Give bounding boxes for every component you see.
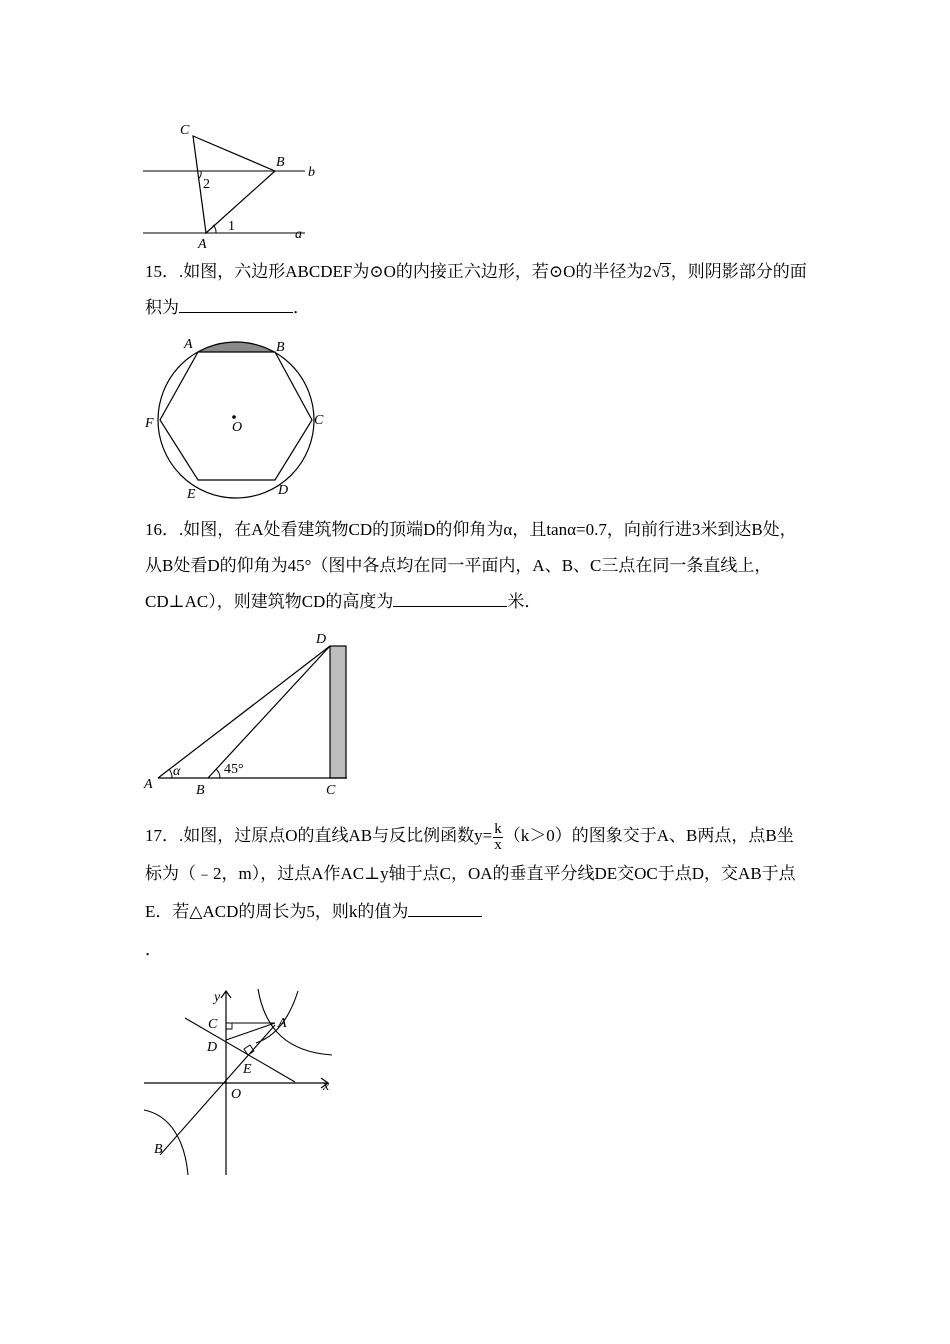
line-ab	[160, 1025, 275, 1155]
label-point-d: D	[316, 632, 327, 647]
fraction-denominator: x	[494, 836, 502, 853]
label-hex-f: F	[145, 416, 154, 431]
question-16-text-b: 米．	[507, 592, 542, 611]
sight-line-bd	[208, 646, 330, 778]
label-point-a: A	[144, 777, 153, 792]
coordinate-hyperbola-figure	[140, 985, 340, 1180]
question-17-text-c: ．	[145, 940, 162, 959]
question-17	[145, 817, 810, 969]
label-45-degrees: 45°	[224, 762, 244, 777]
label-hex-a: A	[184, 337, 193, 352]
question-17-number: 17．	[145, 826, 179, 845]
question-15-number: 15．	[145, 262, 179, 281]
label-point-b17: B	[154, 1142, 163, 1157]
label-alpha: α	[173, 764, 181, 779]
label-axis-y: y	[214, 990, 221, 1005]
label-line-b: b	[308, 165, 315, 180]
question-16-number: 16．	[145, 520, 179, 539]
label-hex-d: D	[278, 483, 289, 498]
angle-alpha-arc	[169, 769, 172, 778]
answer-blank-17[interactable]	[408, 900, 482, 917]
label-hex-c: C	[314, 413, 324, 428]
question-15-text-c: ．	[293, 298, 310, 317]
question-15	[145, 254, 810, 326]
label-angle-1: 1	[228, 219, 235, 234]
angle-45-arc	[216, 769, 220, 778]
answer-blank-15[interactable]	[179, 296, 293, 313]
label-b-point: B	[276, 155, 285, 170]
label-line-a: a	[295, 227, 302, 242]
fraction-k-over-x	[493, 822, 503, 853]
label-angle-2: 2	[203, 177, 210, 192]
hyperbola-branch-3	[144, 1110, 188, 1175]
question-16	[145, 512, 810, 620]
sqrt-symbol: √	[651, 262, 662, 281]
label-hex-o: O	[232, 420, 243, 435]
question-15-text-a: .如图，六边形ABCDEF为⊙O的内接正六边形，若⊙O的半径为2	[179, 262, 652, 281]
parallel-lines-triangle-figure	[140, 118, 340, 253]
label-point-c: C	[326, 783, 336, 798]
right-angle-mark-c	[226, 1023, 232, 1029]
label-point-e17: E	[243, 1062, 252, 1077]
center-point	[232, 415, 236, 419]
question-17-text-a: .如图，过原点O的直线AB与反比例函数y=	[179, 826, 493, 845]
building-cd	[330, 646, 346, 778]
label-point-c17: C	[208, 1017, 218, 1032]
label-point-b: B	[196, 783, 205, 798]
label-axis-x: x	[323, 1079, 330, 1094]
question-15-text-b: ，则阴影部分的面积为	[145, 262, 807, 317]
answer-blank-16[interactable]	[393, 590, 507, 607]
label-hex-b: B	[276, 340, 285, 355]
label-hex-e: E	[187, 487, 196, 502]
label-a-point: A	[198, 237, 207, 252]
label-point-a17: A	[278, 1016, 287, 1031]
sqrt-argument: 3	[661, 262, 670, 281]
label-point-d17: D	[207, 1040, 218, 1055]
label-origin-o: O	[231, 1087, 242, 1102]
hexagon-circle-figure	[140, 332, 340, 504]
question-17-text-b: （k＞0）的图象交于A、B两点，点B坐标为（﹣2，m），过点A作AC⊥y轴于点C，OA的垂直平分线DE交OC于点D，交AB于点E．若△ACD的周长为5，则k的值为	[145, 826, 796, 921]
hyperbola-branch-1b	[256, 991, 298, 1043]
regular-hexagon	[160, 352, 312, 480]
angle-1-arc	[213, 225, 216, 233]
building-elevation-figure	[140, 626, 355, 801]
question-16-text-a: .如图，在A处看建筑物CD的顶端D的仰角为α，且tanα=0.7，向前行进3米到达B处，从B处看D的仰角为45°（图中各点均在同一平面内，A、B、C三点在同一条直线上，CD⊥AC），则建筑物CD的高度为	[145, 520, 797, 611]
sight-line-ad	[158, 646, 330, 778]
fraction-numerator: k	[494, 820, 502, 837]
label-c: C	[180, 123, 190, 138]
